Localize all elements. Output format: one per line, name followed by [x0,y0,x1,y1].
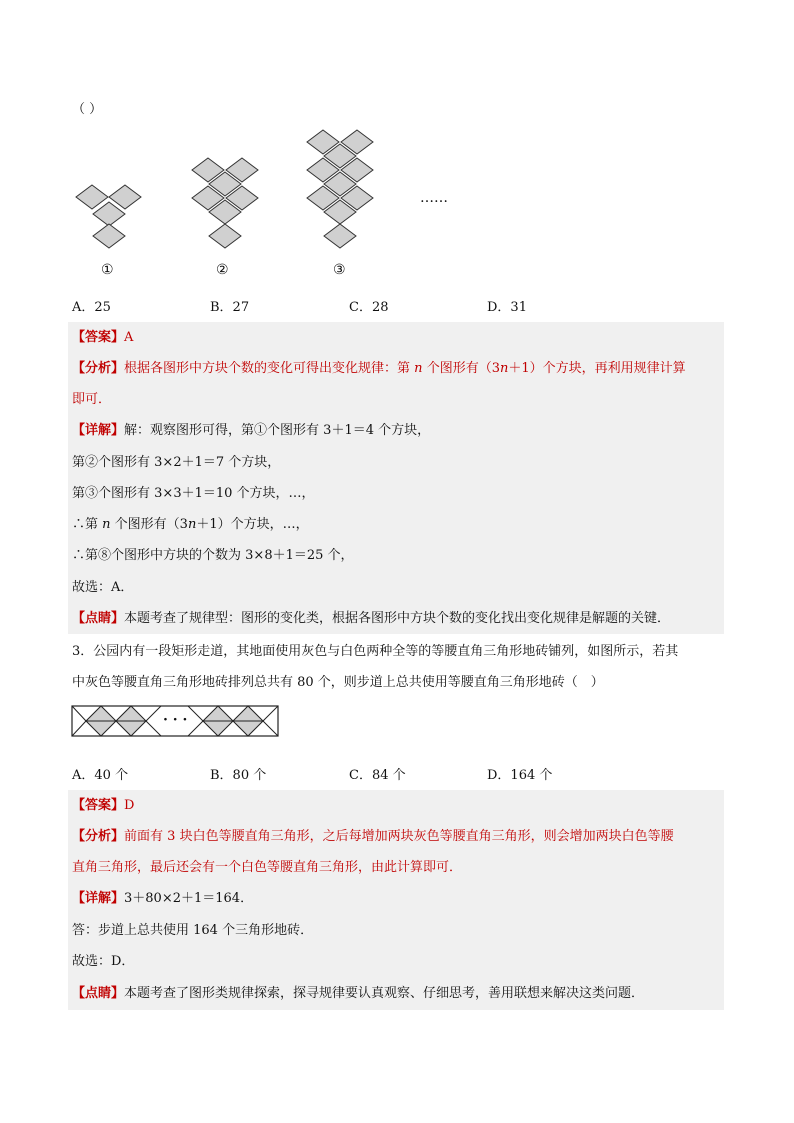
detail-text: 个图形有 3×2＋1＝7 个方块， [98,455,281,470]
comment-text: 本题考查了图形类规律探索，探寻规律要认真观察、仔细思考，善用联想来解决这类问题． [124,986,645,1001]
q3-option-d: D．164 个 [487,768,553,783]
q3-stem-line-2: 中灰色等腰直角三角形地砖排列总共有 80 个，则步道上总共使用等腰直角三角形地砖（ ） [72,675,604,690]
q2-detail-line-2 [72,453,280,473]
variable-n: n [499,361,509,376]
comment-text: 本题考查了规律型：图形的变化类，根据各图形中方块个数的变化找出变化规律是解题的关键． [124,611,671,626]
circled-number: ② [85,455,99,470]
detail-text: ∴第 [72,517,99,532]
figure-label-2: ② [216,262,229,278]
answer-tag: 【答案】 [72,798,125,813]
answer-tag: 【答案】 [72,330,125,345]
figure-1-tile [93,224,125,248]
detail-text: 个图形有 3＋1＝4 个方块， [267,423,431,438]
figure-label-3: ③ [333,262,346,278]
detail-text: 第 [72,455,86,470]
q3-comment-line [72,984,644,1004]
detail-text: 3＋80×2＋1＝164． [124,891,254,906]
detail-text: 个图形有（3 [114,517,188,532]
answer-value: D [124,798,135,813]
variable-n: n [102,517,111,532]
detail-text: 个图形有 3×3＋1＝10 个方块，…， [98,486,315,501]
q3-detail-line-2 [72,921,313,941]
detail-text: 解：观察图形可得，第 [124,423,255,438]
analysis-text: 个图形有（3 [426,361,500,376]
option-d: D．31 [487,300,527,315]
option-c: C．28 [349,300,389,315]
q3-analysis-line-2: 直角三角形，最后还会有一个白色等腰直角三角形，由此计算即可． [72,860,463,875]
q2-choose-line: 故选：A． [72,580,134,595]
figure-1-tile [76,185,108,209]
circled-number: ⑧ [98,548,112,563]
comment-tag: 【点睛】 [72,986,125,1001]
q3-option-b: B．80 个 [210,768,267,783]
detail-text: ＋1）个方块，…， [196,517,309,532]
q3-analysis-line-1 [72,827,674,847]
figure-label-1: ① [101,262,114,278]
q3-answer-line [72,796,134,816]
analysis-text: 块白色等腰直角三角形，之后每增加两块灰色等腰直角三角形，则会增加两块白色等腰 [175,829,674,844]
q3-option-a: A．40 个 [72,768,129,783]
q2-detail-line-1 [72,421,430,441]
detail-text: 第 [72,486,86,501]
pattern-figure-1 [72,180,152,260]
q2-comment-line [72,609,670,629]
circled-number: ③ [85,486,99,501]
q2-analysis-line-1 [72,359,686,379]
figure-2-tile [209,224,241,248]
analysis-number: 3 [167,829,176,844]
variable-n: n [187,517,197,532]
analysis-tag: 【分析】 [72,829,125,844]
pattern-figure-2 [190,153,270,253]
detail-text: 个三角形地砖． [217,923,314,938]
q2-detail-line-4 [72,515,309,535]
question-paren: （ ） [72,102,103,117]
figure-3-tile [324,224,356,248]
q2-detail-line-5 [72,546,354,566]
detail-tag: 【详解】 [72,423,125,438]
q3-option-c: C．84 个 [349,768,406,783]
analysis-text: ＋1）个方块，再利用规律计算 [508,361,686,376]
option-a: A．25 [72,300,111,315]
detail-text: 答：步道上总共使用 [72,923,194,938]
variable-n: n [414,361,423,376]
answer-value: A [124,330,134,345]
comment-tag: 【点睛】 [72,611,125,626]
analysis-tag: 【分析】 [72,361,125,376]
q3-detail-line-1 [72,889,253,909]
q3-stem-line-1: 3．公园内有一段矩形走道，其地面使用灰色与白色两种全等的等腰直角三角形地砖铺列，如图所示，若其 [72,644,679,659]
option-b: B．27 [210,300,250,315]
q2-analysis-line-2: 即可． [72,392,112,407]
detail-number: 164 [193,923,218,938]
detail-text: 个图形中方块的个数为 3×8＋1＝25 个， [111,548,354,563]
q2-detail-line-3 [72,484,315,504]
strip-dots: · · · [163,712,188,728]
pattern-figure-3 [305,125,385,255]
detail-tag: 【详解】 [72,891,125,906]
analysis-text: 根据各图形中方块个数的变化可得出变化规律：第 [124,361,411,376]
q2-answer-line [72,328,133,348]
circled-number: ① [254,423,268,438]
q3-choose-line: 故选：D． [72,954,135,969]
figure-ellipsis: …… [420,190,448,206]
detail-text: ∴第 [72,548,99,563]
analysis-text: 前面有 [124,829,168,844]
